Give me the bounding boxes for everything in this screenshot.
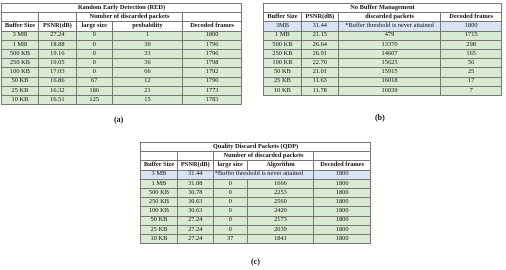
cell: 1 xyxy=(112,31,183,40)
column-header: probability xyxy=(112,22,183,31)
cell: 1841 xyxy=(247,234,314,243)
cell: 1773 xyxy=(183,86,242,95)
cell: 16039 xyxy=(338,86,441,95)
cell: 1800 xyxy=(441,22,502,31)
empty-header-cell xyxy=(183,13,242,22)
cell: 0 xyxy=(213,216,247,225)
cell: 1 MB xyxy=(2,40,39,49)
cell: 11.78 xyxy=(301,86,338,95)
table-row xyxy=(264,86,502,95)
cell: 3 MB xyxy=(141,170,178,179)
table-subheader: Number of discarded packets xyxy=(76,13,182,22)
table-caption: (a) xyxy=(114,115,124,124)
table-row xyxy=(2,68,242,77)
cell: 56 xyxy=(441,59,502,68)
cell: 50 KB xyxy=(141,216,178,225)
table-row xyxy=(2,77,242,86)
column-header: Decoded frames xyxy=(441,13,502,22)
column-header: Buffer Size xyxy=(141,161,178,170)
cell: 27.24 xyxy=(177,216,213,225)
table-row xyxy=(264,22,502,31)
table-row xyxy=(141,207,371,216)
table-row xyxy=(2,40,242,49)
table-row xyxy=(264,68,502,77)
cell: 36 xyxy=(112,59,183,68)
table-row xyxy=(141,170,371,179)
cell: 30.63 xyxy=(177,198,213,207)
cell: 33 xyxy=(112,49,183,58)
cell: 2253 xyxy=(247,188,314,197)
cell: 1796 xyxy=(183,40,242,49)
cell: 2560 xyxy=(247,198,314,207)
column-header: PSNR(dB) xyxy=(177,161,213,170)
cell: 500 KB xyxy=(264,40,302,49)
table-row xyxy=(2,59,242,68)
cell: 31.08 xyxy=(177,179,213,188)
table-row xyxy=(264,31,502,40)
cell: 0 xyxy=(76,59,112,68)
cell: 1 MB xyxy=(141,179,178,188)
cell: 0 xyxy=(213,188,247,197)
table-row xyxy=(2,31,242,40)
table-caption: (b) xyxy=(375,113,385,122)
column-header: discarded packets xyxy=(338,13,441,22)
cell: 30.78 xyxy=(177,188,213,197)
cell: 10 KB xyxy=(141,234,178,243)
cell: 0 xyxy=(213,225,247,234)
cell: 15625 xyxy=(338,59,441,68)
cell: 1800 xyxy=(314,188,371,197)
cell: 31.44 xyxy=(177,170,213,179)
empty-header-cell xyxy=(141,152,178,161)
cell: 1800 xyxy=(183,31,242,40)
table-row xyxy=(141,188,371,197)
empty-header-cell xyxy=(177,152,213,161)
column-header: Decoded frames xyxy=(183,22,242,31)
cell: 10 KB xyxy=(264,86,302,95)
cell: 50 KB xyxy=(2,77,39,86)
cell: 1800 xyxy=(314,207,371,216)
cell: 100 KB xyxy=(264,59,302,68)
cell: 1715 xyxy=(441,31,502,40)
cell: 7 xyxy=(441,86,502,95)
cell: 1800 xyxy=(314,179,371,188)
table-row xyxy=(141,216,371,225)
cell: 1 MB xyxy=(264,31,302,40)
cell: 3 MB xyxy=(2,31,39,40)
cell: 1800 xyxy=(314,225,371,234)
cell: 50 KB xyxy=(264,68,302,77)
cell: 500 KB xyxy=(2,49,39,58)
cell: 1800 xyxy=(314,198,371,207)
cell: 39 xyxy=(112,40,183,49)
column-header: PSNR(dB) xyxy=(301,13,338,22)
column-header: large size xyxy=(213,161,247,170)
cell: 500 KB xyxy=(141,188,178,197)
cell: 0 xyxy=(76,40,112,49)
column-header: Buffer Size xyxy=(2,22,39,31)
cell: 13370 xyxy=(338,40,441,49)
cell: 1792 xyxy=(183,68,242,77)
cell: 15915 xyxy=(338,68,441,77)
cell: 25 KB xyxy=(264,77,302,86)
cell: 21 xyxy=(112,86,183,95)
cell: 37 xyxy=(213,234,247,243)
table-no-buffer-management xyxy=(263,3,502,96)
table-subheader: Number of discarded packets xyxy=(213,152,314,161)
cell: 298 xyxy=(441,40,502,49)
cell: 1800 xyxy=(314,170,371,179)
table-row xyxy=(141,234,371,243)
cell: 19.16 xyxy=(38,49,76,58)
table-row xyxy=(264,59,502,68)
table-row xyxy=(2,49,242,58)
cell: 250 KB xyxy=(2,59,39,68)
cell: 2039 xyxy=(247,225,314,234)
cell: 1800 xyxy=(314,234,371,243)
cell: 125 xyxy=(76,95,112,104)
cell: 0 xyxy=(213,207,247,216)
table-row xyxy=(264,40,502,49)
cell: 25 KB xyxy=(141,225,178,234)
cell: 16.51 xyxy=(38,95,76,104)
cell: 66 xyxy=(112,68,183,77)
cell: 19.05 xyxy=(38,59,76,68)
empty-header-cell xyxy=(314,152,371,161)
empty-header-cell xyxy=(2,13,39,22)
column-header: large size xyxy=(76,22,112,31)
cell: 1790 xyxy=(183,77,242,86)
column-header: PSNR(dB) xyxy=(38,22,76,31)
cell: 26.91 xyxy=(301,49,338,58)
cell: 31.44 xyxy=(301,22,338,31)
cell: 186 xyxy=(76,86,112,95)
table-row xyxy=(141,225,371,234)
cell: 0 xyxy=(213,179,247,188)
table-title: Quality Discard Packets (QDP) xyxy=(141,143,371,152)
cell: 0 xyxy=(213,198,247,207)
table-row xyxy=(264,77,502,86)
cell: 12 xyxy=(112,77,183,86)
cell: 100 KB xyxy=(2,68,39,77)
table-row xyxy=(2,95,242,104)
cell: 30.63 xyxy=(177,207,213,216)
cell: 250 KB xyxy=(264,49,302,58)
table-row xyxy=(141,198,371,207)
table-red xyxy=(1,3,242,105)
cell: 27.24 xyxy=(38,31,76,40)
table-qdp xyxy=(140,142,371,244)
cell: 0 xyxy=(76,68,112,77)
cell: 479 xyxy=(338,31,441,40)
cell: 1783 xyxy=(183,95,242,104)
cell: 21.15 xyxy=(301,31,338,40)
cell: 0 xyxy=(76,31,112,40)
cell: 16.32 xyxy=(38,86,76,95)
table-row xyxy=(141,179,371,188)
cell: 165 xyxy=(441,49,502,58)
table-title: No Buffer Management xyxy=(264,4,502,13)
cell: 27.24 xyxy=(177,234,213,243)
cell: 10 KB xyxy=(2,95,39,104)
cell: 16018 xyxy=(338,77,441,86)
cell: 11.63 xyxy=(301,77,338,86)
cell: 1798 xyxy=(183,59,242,68)
cell: 1666 xyxy=(247,179,314,188)
cell: 15 xyxy=(112,95,183,104)
empty-header-cell xyxy=(38,13,76,22)
cell: 67 xyxy=(76,77,112,86)
cell: *Buffer threshold is never attained xyxy=(338,22,441,31)
table-row xyxy=(2,86,242,95)
column-header: Decoded frames xyxy=(314,161,371,170)
cell: *Buffer threshold is never attained xyxy=(213,170,314,179)
table-title: Random Early Detection (RED) xyxy=(2,4,242,13)
column-header: Buffer Size xyxy=(264,13,302,22)
cell: 27.24 xyxy=(177,225,213,234)
cell: 2420 xyxy=(247,207,314,216)
cell: 14607 xyxy=(338,49,441,58)
cell: 18.88 xyxy=(38,40,76,49)
cell: 2173 xyxy=(247,216,314,225)
cell: 25 KB xyxy=(2,86,39,95)
table-row xyxy=(264,49,502,58)
cell: 17 xyxy=(441,77,502,86)
cell: 16.86 xyxy=(38,77,76,86)
cell: 100 KB xyxy=(141,207,178,216)
cell: 3MB xyxy=(264,22,302,31)
table-caption: (c) xyxy=(251,257,260,266)
cell: 0 xyxy=(76,49,112,58)
cell: 250 KB xyxy=(141,198,178,207)
column-header: Algorithm xyxy=(247,161,314,170)
cell: 1800 xyxy=(314,216,371,225)
cell: 26.64 xyxy=(301,40,338,49)
cell: 17.03 xyxy=(38,68,76,77)
cell: 25 xyxy=(441,68,502,77)
cell: 1796 xyxy=(183,49,242,58)
cell: 22.70 xyxy=(301,59,338,68)
cell: 21.01 xyxy=(301,68,338,77)
